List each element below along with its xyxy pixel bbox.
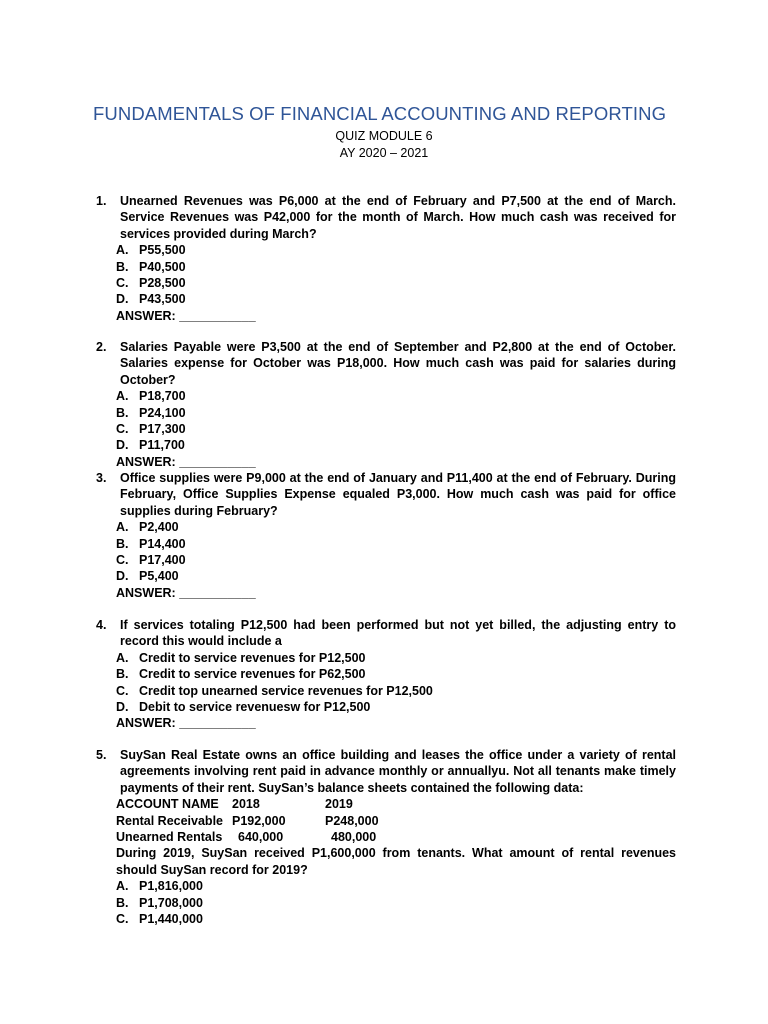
question-text: If services totaling P12,500 had been performed but not yet billed, the adjusting entry to record this would include a xyxy=(120,618,676,649)
academic-year-label: AY 2020 – 2021 xyxy=(339,146,429,160)
question-4 xyxy=(96,617,676,732)
question-number: 2. xyxy=(96,340,107,354)
question-1 xyxy=(96,193,676,324)
option-a: A. P55,500 xyxy=(116,243,186,258)
option-a: A. Credit to service revenues for P12,500 xyxy=(116,650,366,665)
question-text: Salaries Payable were P3,500 at the end of September and P2,800 at the end of October. Salaries expense for October was P18,000. How much cash was paid for salaries during October? xyxy=(120,340,676,387)
option-c: C. P17,300 xyxy=(116,422,186,437)
data-table-row: Unearned Rentals 640,000 480,000 xyxy=(116,830,377,845)
quiz-module-label: QUIZ MODULE 6 xyxy=(335,129,433,143)
data-table-row: Rental Receivable P192,000 P248,000 xyxy=(116,813,379,828)
option-d: D. P11,700 xyxy=(116,438,185,453)
option-b: B. P14,400 xyxy=(116,536,186,551)
answer-blank: ANSWER: ___________ xyxy=(116,585,256,600)
question-number: 1. xyxy=(96,194,107,208)
answer-blank: ANSWER: ___________ xyxy=(116,716,256,731)
option-d: D. Debit to service revenuesw for P12,500 xyxy=(116,700,371,715)
option-d: D. P43,500 xyxy=(116,292,186,307)
option-c: C. P1,440,000 xyxy=(116,912,203,927)
question-text: SuySan Real Estate owns an office building and leases the office under a variety of rental agreements involving rent paid in advance monthly or annuallyu. Not all tenants make timely payments of their rent. SuySan’s balance sheets contained the following data: xyxy=(120,748,676,795)
option-b: B. P40,500 xyxy=(116,259,186,274)
option-c: C. Credit top unearned service revenues for P12,500 xyxy=(116,683,433,698)
option-c: C. P28,500 xyxy=(116,276,186,291)
option-a: A. P18,700 xyxy=(116,389,186,404)
question-number: 4. xyxy=(96,618,107,632)
data-table-header: ACCOUNT NAME 2018 2019 xyxy=(116,797,353,812)
option-c: C. P17,400 xyxy=(116,553,186,568)
question-5 xyxy=(96,747,676,927)
document-title: FUNDAMENTALS OF FINANCIAL ACCOUNTING AND REPORTING xyxy=(93,103,667,124)
option-a: A. P2,400 xyxy=(116,520,179,535)
question-text: Unearned Revenues was P6,000 at the end of February and P7,500 at the end of March. Service Revenues was P42,000 for the month of March. How much cash was received for services provided during March? xyxy=(120,194,676,241)
option-a: A. P1,816,000 xyxy=(116,879,203,894)
question-3 xyxy=(96,470,676,601)
option-d: D. P5,400 xyxy=(116,569,179,584)
question-number: 3. xyxy=(96,471,107,485)
option-b: B. Credit to service revenues for P62,500 xyxy=(116,667,366,682)
question-number: 5. xyxy=(96,748,107,762)
option-b: B. P24,100 xyxy=(116,405,186,420)
option-b: B. P1,708,000 xyxy=(116,895,203,910)
answer-blank: ANSWER: ___________ xyxy=(116,308,256,323)
question-text: Office supplies were P9,000 at the end of January and P11,400 at the end of February. During February, Office Supplies Expense equaled P3,000. How much cash was paid for office supplies during February? xyxy=(120,471,676,518)
answer-blank: ANSWER: ___________ xyxy=(116,454,256,469)
question-2 xyxy=(96,339,676,470)
followup-question-text: During 2019, SuySan received P1,600,000 from tenants. What amount of rental revenues should SuySan record for 2019? xyxy=(116,846,676,877)
